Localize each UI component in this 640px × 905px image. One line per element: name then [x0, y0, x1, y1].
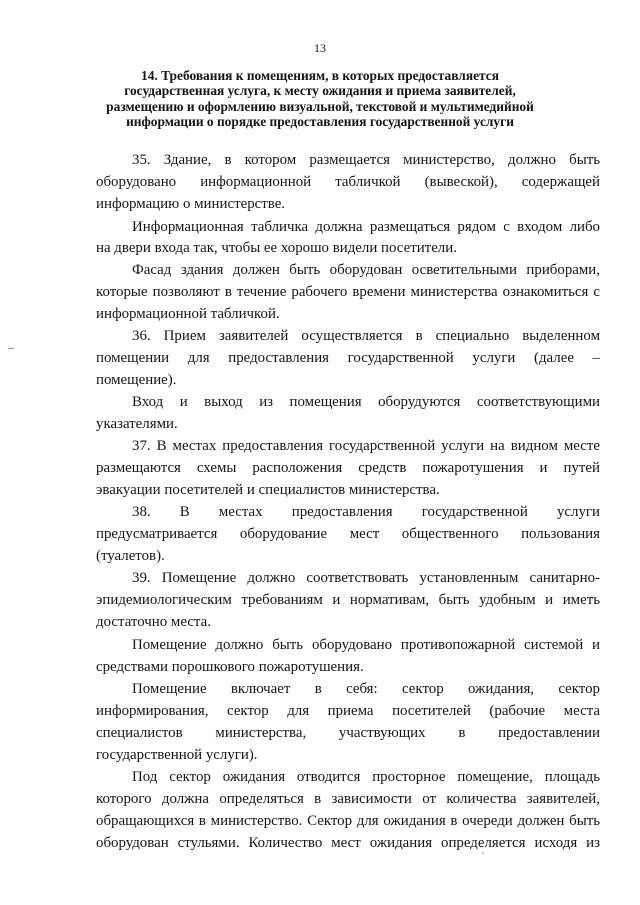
text-line: помещении для предоставления государственной услуги (далее –	[96, 350, 600, 366]
text-line: Помещение включает в себя: сектор ожидания, сектор	[132, 681, 600, 697]
text-line: 36. Прием заявителей осуществляется в специально выделенном	[132, 328, 600, 344]
text-line: информационной табличкой.	[96, 306, 280, 322]
heading-line: 14. Требования к помещениям, в которых предоставляется	[141, 68, 499, 83]
text-line: оборудовано информационной табличкой (вывеской), содержащей	[96, 174, 600, 190]
scan-speck	[482, 852, 484, 854]
text-line: Под сектор ожидания отводится просторное помещение, площадь	[132, 769, 600, 785]
text-line: (туалетов).	[96, 548, 165, 564]
text-line: 35. Здание, в котором размещается министерство, должно быть	[132, 152, 600, 168]
page-number: 13	[314, 41, 326, 55]
text-line: Информационная табличка должна размещаться рядом с входом либо	[132, 219, 600, 235]
text-line: 39. Помещение должно соответствовать установленным санитарно-	[132, 570, 600, 586]
text-line: средствами порошкового пожаротушения.	[96, 659, 364, 675]
section-heading	[96, 68, 544, 129]
text-line: информирования, сектор для приема посетителей (рабочие места	[96, 703, 600, 719]
text-line: Фасад здания должен быть оборудован осветительными приборами,	[132, 262, 600, 278]
text-line: оборудован стульями. Количество мест ожидания определяется исходя из	[96, 835, 600, 851]
text-line: 38. В местах предоставления государственной услуги	[132, 504, 600, 520]
text-line: которого должна определяться в зависимости от количества заявителей,	[96, 791, 600, 807]
text-line: Вход и выход из помещения оборудуются соответствующими	[132, 394, 600, 410]
text-line: специалистов министерства, участвующих в предоставлении	[96, 725, 600, 741]
text-line: Помещение должно быть оборудовано противопожарной системой и	[132, 637, 600, 653]
heading-line: государственная услуга, к месту ожидания и приема заявителей,	[124, 83, 516, 99]
scan-edge-mark	[8, 348, 14, 349]
text-line: указателями.	[96, 416, 178, 432]
text-line: 37. В местах предоставления государственной услуги на видном месте	[132, 438, 600, 454]
text-line: которые позволяют в течение рабочего времени министерства ознакомиться с	[96, 284, 600, 300]
heading-line: размещению и оформлению визуальной, текстовой и мультимедийной	[106, 98, 534, 114]
text-line: размещаются схемы расположения средств пожаротушения и путей	[96, 460, 600, 476]
text-line: государственной услуги).	[96, 747, 258, 763]
heading-line: информации о порядке предоставления государственной услуги	[126, 113, 514, 129]
text-line: предусматривается оборудование мест общественного пользования	[96, 526, 600, 542]
text-line: достаточно места.	[96, 614, 211, 630]
text-line: эвакуации посетителей и специалистов министерства.	[96, 482, 440, 498]
text-line: на двери входа так, чтобы ее хорошо видели посетители.	[96, 240, 457, 256]
text-line: информацию о министерстве.	[96, 196, 286, 212]
text-line: эпидемиологическим требованиям и нормативам, быть удобным и иметь	[96, 592, 600, 608]
text-line: обращающихся в министерство. Сектор для ожидания в очереди должен быть	[96, 813, 600, 829]
text-line: помещение).	[96, 372, 177, 388]
